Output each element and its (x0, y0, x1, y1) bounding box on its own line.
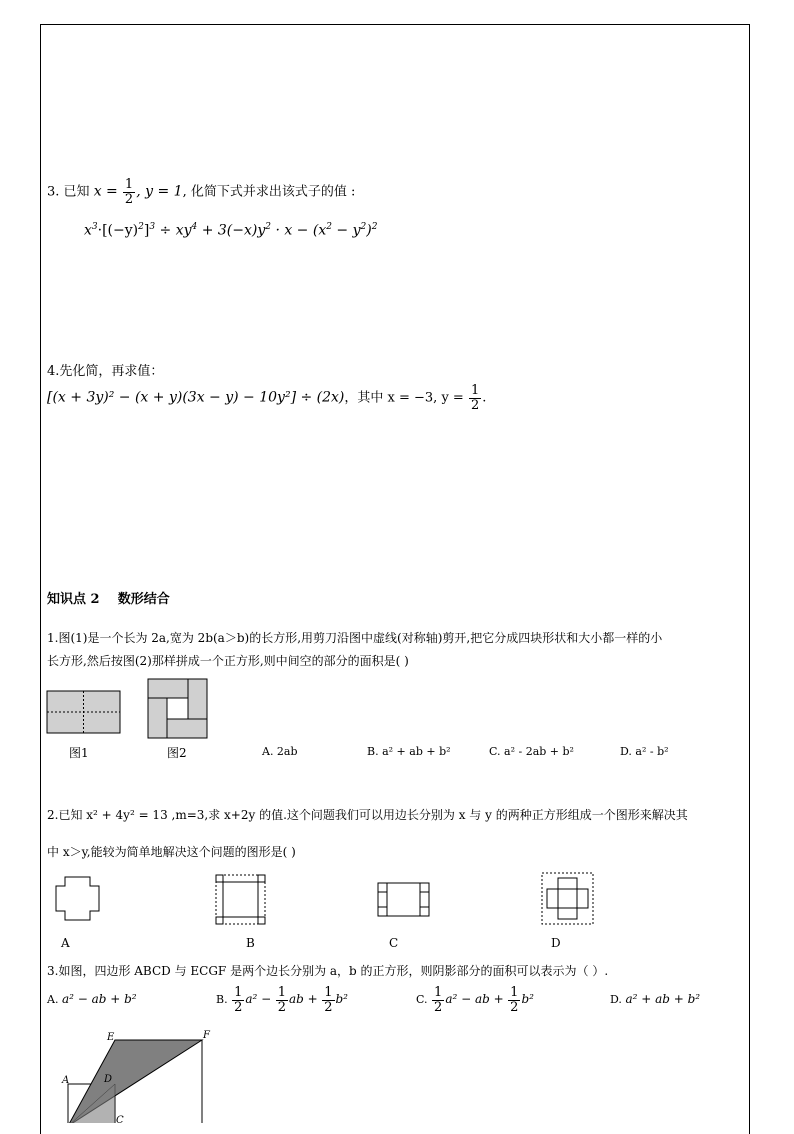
p3-option-c: C. $\frac{1}{2}$ a² − ab + $\frac{1}{2}$ b² (416, 985, 534, 1015)
q4-expression-line: [(x + 3y)² − (x + y)(3x − y) − 10y²] ÷ (2x)，其中 x = −3, y = $\frac{1}{2}$ . (47, 383, 487, 413)
q3-line: 3. 已知 x = $\frac{1}{2}$ , y = 1, 化简下式并求出该式子的值 : (47, 177, 356, 207)
p2-label-d: D (551, 936, 561, 950)
figure-1-label: 图1 (69, 746, 89, 760)
p3-figure-squares (52, 1028, 217, 1123)
point-c-label: C (116, 1115, 124, 1123)
p2-line1: 2.已知 x² + 4y² = 13 ,m=3,求 x+2y 的值.这个问题我们可以用边长分别为 x 与 y 的两种正方形组成一个图形来解决其 (47, 808, 688, 822)
p1-option-d: D. a² - b² (620, 745, 669, 758)
p2-label-c: C (389, 936, 399, 950)
p1-option-b: B. a² + ab + b² (367, 745, 451, 758)
section-heading: 知识点 2 数形结合 (47, 592, 170, 607)
p3-option-d: D. a² + ab + b² (610, 992, 701, 1006)
p2-label-a: A (61, 936, 70, 950)
q4-title: 4.先化简，再求值： (47, 364, 164, 379)
p2-label-b: B (246, 936, 255, 950)
p1-line2: 长方形,然后按图(2)那样拼成一个正方形,则中间空的部分的面积是( ) (47, 654, 409, 668)
p2-figure-a (55, 876, 101, 922)
p2-figure-c (377, 882, 431, 918)
p1-line1: 1.图(1)是一个长为 2a,宽为 2b(a＞b)的长方形,用剪刀沿图中虚线(对称轴)剪开,把它分成四块形状和大小都一样的小 (47, 631, 663, 645)
point-f-label: F (203, 1030, 210, 1041)
q3-expression: $x^3\cdot[(-y)^2]^3 \div xy^4 + 3(-x)y^2 \cdot x - (x^2 - y^2)^2$ (84, 222, 378, 239)
p1-option-c: C. a² - 2ab + b² (489, 745, 574, 758)
point-a-label: A (62, 1075, 70, 1086)
point-e-label: E (107, 1032, 115, 1043)
p2-line2: 中 x＞y,能较为简单地解决这个问题的图形是( ) (47, 845, 296, 859)
p2-figure-b (215, 874, 267, 926)
figure-2-label: 图2 (167, 746, 187, 760)
point-d-label: D (104, 1074, 113, 1085)
p3-line: 3.如图，四边形 ABCD 与 ECGF 是两个边长分别为 a，b 的正方形，则阴影部分的面积可以表示为（ ）. (47, 964, 609, 978)
p3-option-b: B. $\frac{1}{2}$ a² − $\frac{1}{2}$ ab + $\frac{1}{2}$ b² (216, 985, 348, 1015)
figure-2-square (147, 678, 209, 740)
p2-figure-d (541, 872, 595, 926)
q3-fraction: $\frac{1}{2}$ (124, 177, 134, 207)
p1-option-a: A. 2ab (262, 745, 298, 758)
p3-option-a: A. a² − ab + b² (47, 992, 137, 1006)
figure-1-rectangle (46, 690, 122, 735)
